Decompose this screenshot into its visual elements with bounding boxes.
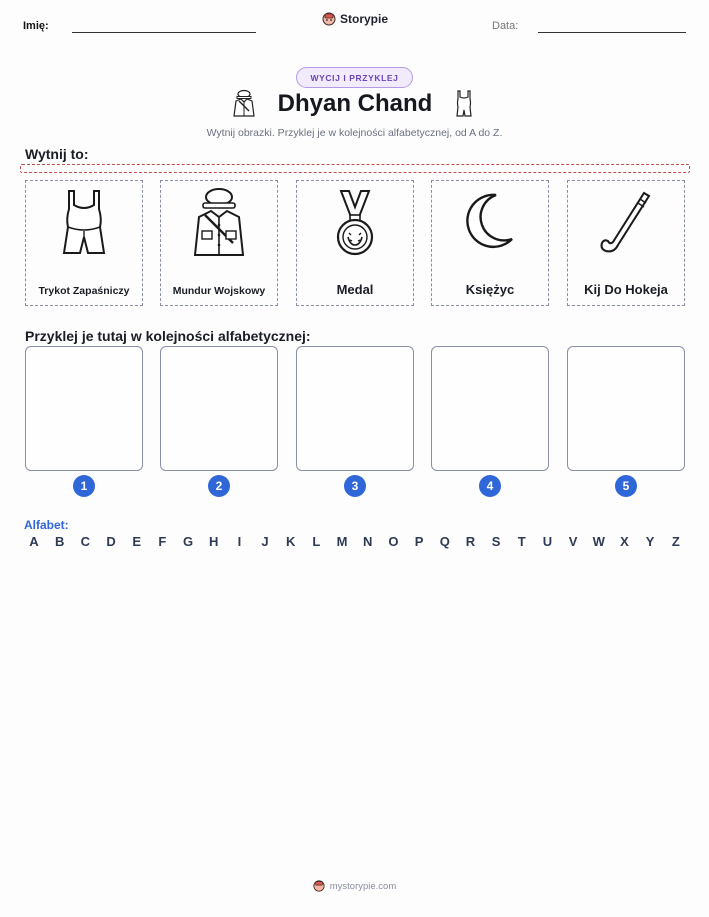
alphabet-letter: H bbox=[209, 534, 219, 549]
paste-slot-4[interactable] bbox=[431, 346, 549, 471]
alphabet-letter: I bbox=[237, 534, 242, 549]
medal-icon bbox=[325, 187, 385, 261]
alphabet-letter: B bbox=[54, 534, 65, 549]
storypie-mascot-icon bbox=[322, 12, 336, 26]
paste-heading: Przyklej je tutaj w kolejności alfabetycznej: bbox=[25, 328, 311, 344]
name-label: Imię: bbox=[23, 20, 49, 32]
slot-number-badge: 5 bbox=[615, 475, 637, 497]
cut-card-wrestling-singlet[interactable] bbox=[25, 180, 143, 306]
alphabet-letter: O bbox=[388, 534, 399, 549]
storypie-mascot-icon bbox=[313, 880, 325, 892]
paste-slot-1[interactable] bbox=[25, 346, 143, 471]
alphabet-letter: A bbox=[29, 534, 39, 549]
worksheet-header bbox=[0, 0, 709, 50]
storypie-logo bbox=[322, 12, 388, 26]
alphabet-letter: V bbox=[568, 534, 578, 549]
cut-card-moon[interactable] bbox=[431, 180, 549, 306]
paste-slot-3[interactable] bbox=[296, 346, 414, 471]
alphabet-letter: F bbox=[158, 534, 167, 549]
slot-number-badge: 1 bbox=[73, 475, 95, 497]
alphabet-letter: Q bbox=[439, 534, 450, 549]
cut-card-hockey-stick[interactable] bbox=[567, 180, 685, 306]
name-field-line[interactable] bbox=[72, 32, 256, 33]
cut-card-label: Księżyc bbox=[465, 282, 515, 297]
date-label: Data: bbox=[492, 20, 519, 32]
wrestling-singlet-icon bbox=[454, 89, 474, 119]
date-field-line[interactable] bbox=[538, 32, 686, 33]
cut-dashed-line bbox=[20, 164, 690, 173]
alphabet-letter: D bbox=[106, 534, 116, 549]
alphabet-letter: K bbox=[286, 534, 296, 549]
alphabet-letter: U bbox=[542, 534, 553, 549]
alphabet-letter: X bbox=[620, 534, 629, 549]
military-uniform-icon bbox=[232, 89, 256, 119]
footer-url: mystorypie.com bbox=[329, 880, 397, 892]
footer bbox=[0, 880, 709, 892]
cut-card-label: Kij Do Hokeja bbox=[584, 282, 668, 297]
alphabet-letter: C bbox=[80, 534, 91, 549]
alphabet-letter: G bbox=[182, 534, 194, 549]
alphabet-letter: E bbox=[132, 534, 142, 549]
wrestling-singlet-icon bbox=[54, 187, 114, 261]
alphabet-letter: W bbox=[592, 534, 605, 549]
cut-card-label: Mundur Wojskowy bbox=[172, 285, 266, 297]
activity-badge: WYCIJ I PRZYKLEJ bbox=[296, 67, 413, 88]
page-title: Dhyan Chand bbox=[277, 90, 433, 117]
paste-slot-2[interactable] bbox=[160, 346, 278, 471]
brand-name: Storypie bbox=[340, 12, 389, 26]
alphabet-letter: N bbox=[363, 534, 373, 549]
slot-number-badge: 4 bbox=[479, 475, 501, 497]
slot-number-badge: 3 bbox=[344, 475, 366, 497]
alphabet-letter: Z bbox=[671, 534, 680, 549]
alphabet-letter: T bbox=[517, 534, 526, 549]
instructions: Wytnij obrazki. Przyklej je w kolejności alfabetycznej, od A do Z. bbox=[206, 127, 503, 139]
cut-card-medal[interactable] bbox=[296, 180, 414, 306]
cut-heading: Wytnij to: bbox=[25, 146, 89, 162]
slot-number-badge: 2 bbox=[208, 475, 230, 497]
paste-slot-5[interactable] bbox=[567, 346, 685, 471]
alphabet-row bbox=[25, 534, 685, 549]
alphabet-letter: M bbox=[336, 534, 348, 549]
alphabet-letter: J bbox=[261, 534, 269, 549]
cut-card-military-uniform[interactable] bbox=[160, 180, 278, 306]
alphabet-letter: L bbox=[312, 534, 321, 549]
alphabet-letter: S bbox=[491, 534, 501, 549]
alphabet-label: Alfabet: bbox=[24, 518, 69, 532]
hockey-stick-icon bbox=[596, 187, 656, 261]
moon-icon bbox=[460, 187, 520, 261]
military-uniform-icon bbox=[187, 187, 251, 261]
cut-card-label: Trykot Zapaśniczy bbox=[38, 285, 130, 297]
alphabet-letter: R bbox=[465, 534, 476, 549]
alphabet-letter: Y bbox=[645, 534, 655, 549]
alphabet-letter: P bbox=[414, 534, 424, 549]
cut-card-label: Medal bbox=[336, 282, 374, 297]
